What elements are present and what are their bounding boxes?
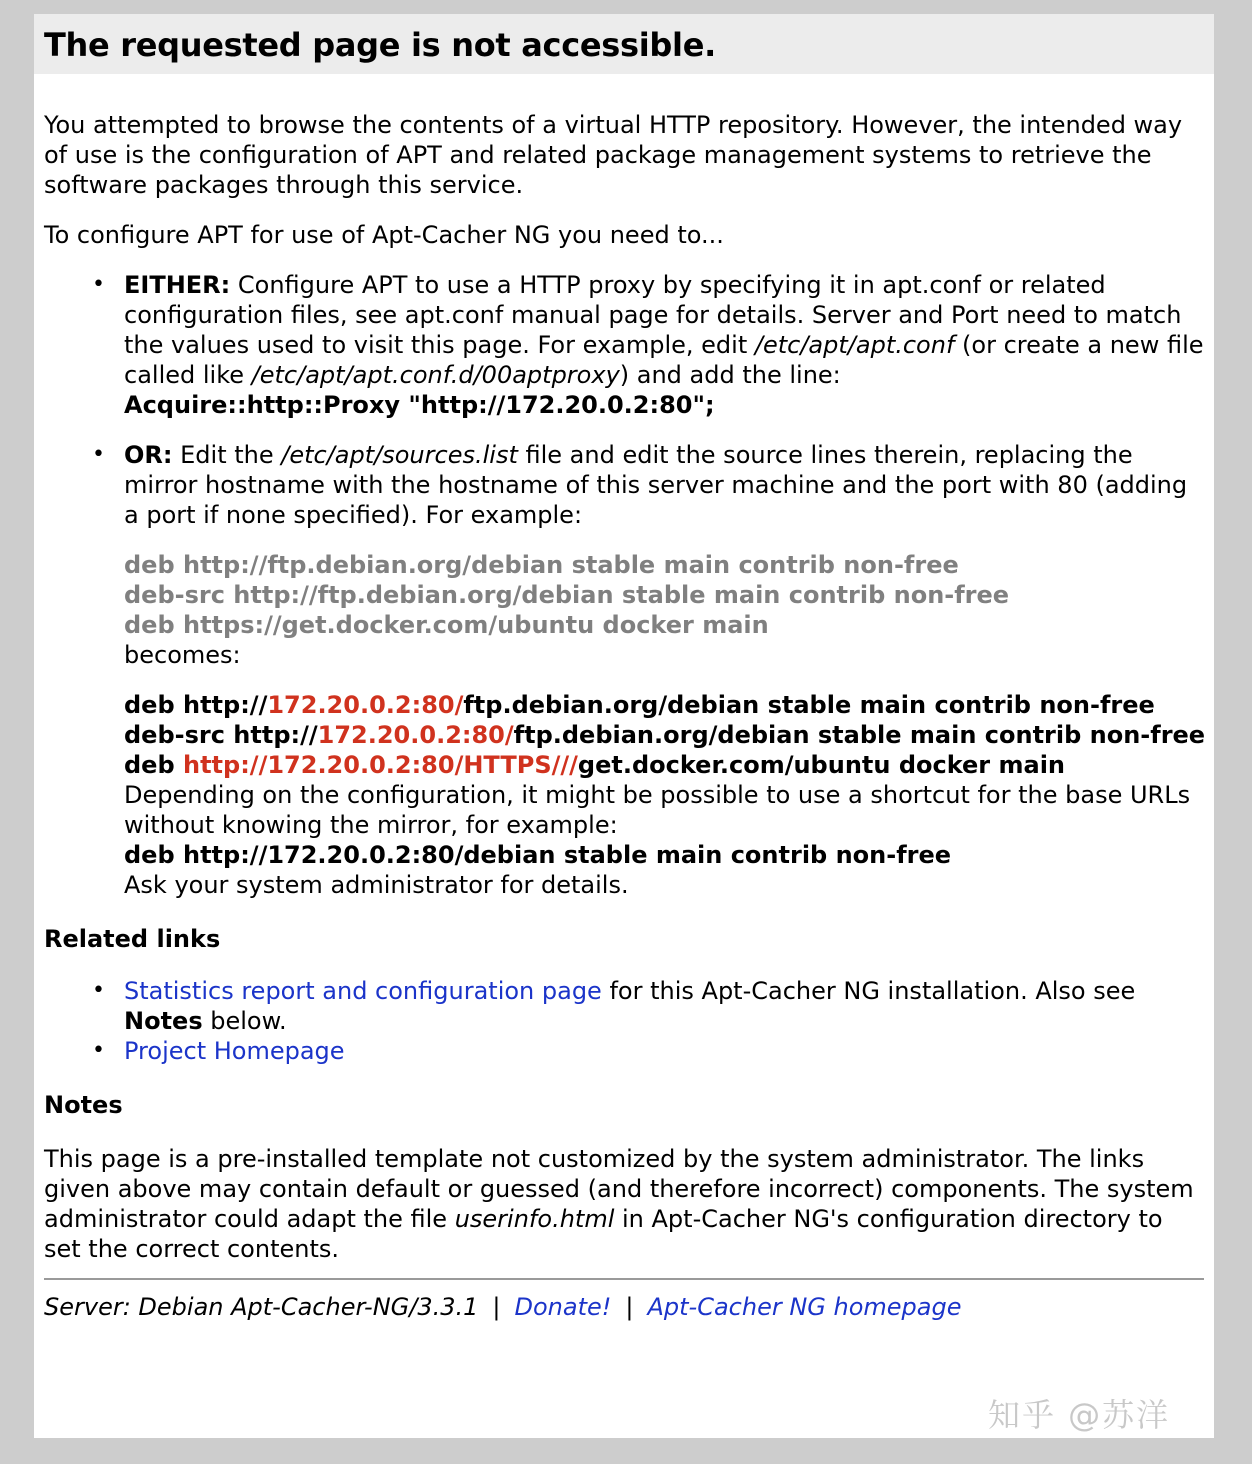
line-highlight: 172.20.0.2:80/ <box>317 721 514 749</box>
title-bar <box>34 14 1214 74</box>
list-item-or <box>44 440 1204 900</box>
apt-cacher-homepage-link[interactable]: Apt-Cacher NG homepage <box>647 1293 962 1321</box>
stats-text: for this Apt-Cacher NG installation. Also see <box>609 977 1136 1005</box>
server-info: Server: Debian Apt-Cacher-NG/3.3.1 <box>44 1293 479 1321</box>
watermark: 知乎 @苏洋 <box>988 1396 1171 1434</box>
bullet-icon: • <box>92 1038 105 1063</box>
either-label: EITHER: <box>124 271 231 299</box>
error-page <box>34 14 1214 1438</box>
configure-paragraph: To configure APT for use of Apt-Cacher NG you need to... <box>44 221 724 249</box>
line-rest: ftp.debian.org/debian stable main contrib non-free <box>513 721 1206 749</box>
proxy-line: Acquire::http::Proxy "http://172.20.0.2:80"; <box>124 391 715 419</box>
either-text-2: (or create a new file called like <box>124 331 1204 389</box>
shortcut-line: deb http://172.20.0.2:80/debian stable main contrib non-free <box>124 841 952 869</box>
related-links-list <box>44 976 1204 1066</box>
related-links-heading: Related links <box>44 925 221 953</box>
donate-link[interactable]: Donate! <box>514 1293 612 1321</box>
notes-file: userinfo.html <box>454 1205 615 1233</box>
footer-separator: | <box>492 1293 501 1321</box>
footer-separator: | <box>625 1293 634 1321</box>
line-highlight: 172.20.0.2:80/ <box>267 691 464 719</box>
new-source-line <box>124 720 1204 750</box>
new-source-line <box>124 750 1204 780</box>
ask-admin-paragraph: Ask your system administrator for details. <box>124 871 629 899</box>
project-homepage-link[interactable]: Project Homepage <box>124 1037 345 1065</box>
line-rest: ftp.debian.org/debian stable main contrib non-free <box>463 691 1155 719</box>
notes-text-2: in Apt-Cacher NG's configuration directory to set the correct contents. <box>44 1205 1163 1263</box>
page-title: The requested page is not accessible. <box>44 26 716 64</box>
bullet-icon: • <box>92 442 105 467</box>
list-item-homepage <box>44 1036 1204 1066</box>
notes-paragraph <box>44 1144 1204 1264</box>
notes-ref: Notes <box>124 1007 203 1035</box>
or-text-1: Edit the <box>180 441 274 469</box>
new-sources-block <box>124 690 1204 780</box>
line-highlight: http://172.20.0.2:80/HTTPS/// <box>183 751 578 779</box>
either-paragraph <box>124 270 1204 390</box>
stats-report-link[interactable]: Statistics report and configuration page <box>124 977 602 1005</box>
list-item-either <box>44 270 1204 420</box>
or-label: OR: <box>124 441 173 469</box>
either-text-3: ) and add the line: <box>619 361 841 389</box>
either-path-2: /etc/apt/apt.conf.d/00aptproxy <box>251 361 620 389</box>
line-prefix: deb-src http:// <box>124 721 318 749</box>
original-source-line: deb-src http://ftp.debian.org/debian stable main contrib non-free <box>124 581 1010 609</box>
either-text-1: Configure APT to use a HTTP proxy by specifying it in apt.conf or related configuration files, see apt.conf manual page for details. Server and Port need to match the values used to visit this page. For example, edit <box>124 271 1182 359</box>
original-source-line: deb http://ftp.debian.org/debian stable main contrib non-free <box>124 551 959 579</box>
original-sources-block <box>124 550 1204 640</box>
bullet-icon: • <box>92 272 105 297</box>
bullet-icon: • <box>92 978 105 1003</box>
stats-text-end: below. <box>210 1007 287 1035</box>
page-content <box>34 110 1214 1322</box>
line-prefix: deb <box>124 751 183 779</box>
line-rest: get.docker.com/ubuntu docker main <box>577 751 1066 779</box>
notes-heading: Notes <box>44 1091 123 1119</box>
original-source-line: deb https://get.docker.com/ubuntu docker main <box>124 611 769 639</box>
or-paragraph <box>124 440 1204 530</box>
line-prefix: deb http:// <box>124 691 268 719</box>
list-item-stats <box>44 976 1204 1036</box>
either-path-1: /etc/apt/apt.conf <box>754 331 955 359</box>
config-options-list <box>44 270 1204 900</box>
becomes-label: becomes: <box>124 641 241 669</box>
intro-paragraph: You attempted to browse the contents of a virtual HTTP repository. However, the intended way of use is the configuration of APT and related package management systems to retrieve the software packages through this service. <box>44 111 1183 199</box>
notes-text-1: This page is a pre-installed template not customized by the system administrator. The links given above may contain default or guessed (and therefore incorrect) components. The system administrator could adapt the file <box>44 1145 1194 1233</box>
footer-divider <box>44 1278 1204 1280</box>
or-text-2: file and edit the source lines therein, replacing the mirror hostname with the hostname of this server machine and the port with 80 (adding a port if none specified). For example: <box>124 441 1188 529</box>
shortcut-paragraph: Depending on the configuration, it might be possible to use a shortcut for the base URLs without knowing the mirror, for example: <box>124 781 1191 839</box>
footer <box>44 1292 1204 1322</box>
or-path: /etc/apt/sources.list <box>281 441 518 469</box>
new-source-line <box>124 690 1204 720</box>
